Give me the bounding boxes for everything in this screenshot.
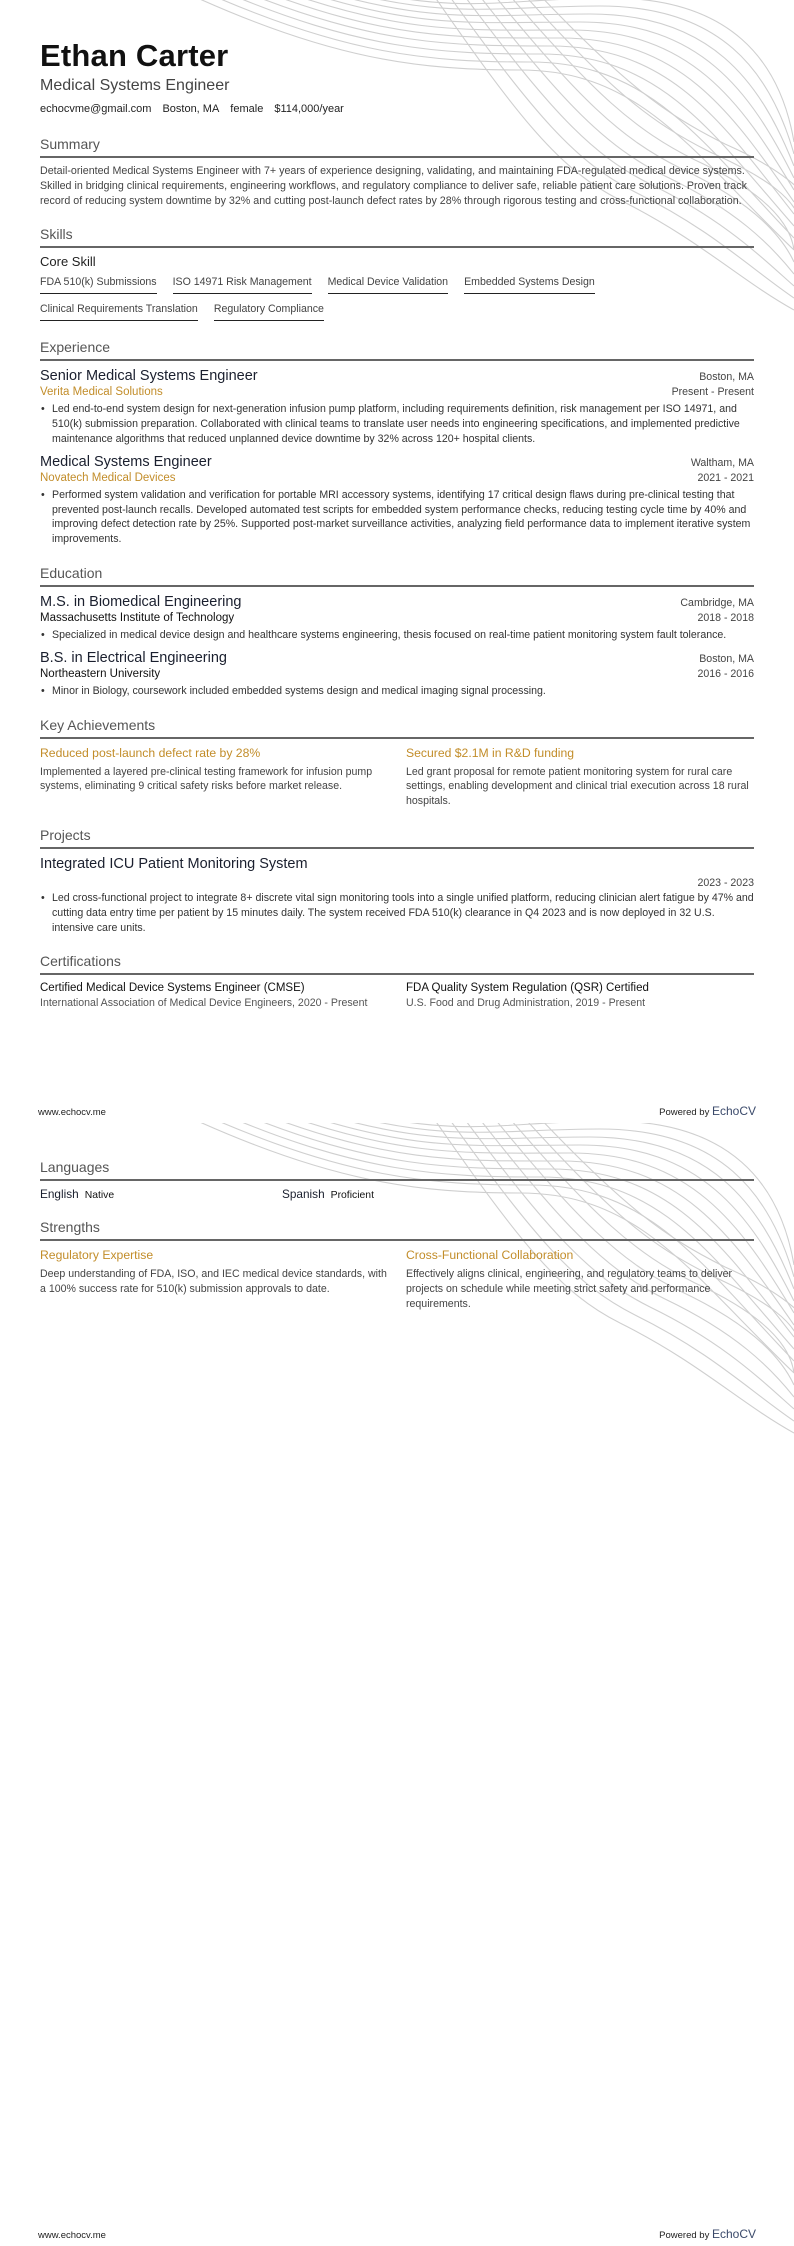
contact-info [40, 102, 754, 116]
skill-tag: Embedded Systems Design [464, 275, 595, 294]
degree-title: M.S. in Biomedical Engineering [40, 593, 242, 610]
skill-tag: ISO 14971 Risk Management [173, 275, 312, 294]
education-dates: 2016 - 2016 [697, 667, 754, 680]
school-location: Cambridge, MA [680, 596, 754, 609]
achievement-item [406, 745, 754, 809]
section-title-strengths: Strengths [40, 1219, 754, 1241]
education-bullets [40, 628, 754, 643]
strength-text: Deep understanding of FDA, ISO, and IEC medical device standards, with a 100% success rate for 510(k) submission approvals to date. [40, 1268, 387, 1295]
section-title-skills: Skills [40, 226, 754, 248]
company-name: Novatech Medical Devices [40, 471, 176, 484]
strengths-section [40, 1219, 754, 1311]
certification-issuer: International Association of Medical Device Engineers, 2020 - Present [40, 997, 368, 1010]
bullet-item: • Minor in Biology, coursework included embedded systems design and medical imaging signal processing. [40, 684, 754, 699]
certification-title: Certified Medical Device Systems Engineer (CMSE) [40, 982, 305, 995]
certification-title: FDA Quality System Regulation (QSR) Certified [406, 982, 649, 995]
skill-tag: Medical Device Validation [328, 275, 449, 294]
strength-item [40, 1247, 388, 1311]
summary-text: Detail-oriented Medical Systems Engineer with 7+ years of experience designing, validating, and maintaining FDA-regulated medical device systems. Skilled in bridging clinical requirements, engineering workflows, and regulatory compliance to deliver safe, reliable patient care solutions. Proven track record of reducing system downtime by 32% and cutting post-launch defect rates by 28% through rigorous testing and cross-functional collaboration. [40, 165, 747, 207]
resume-content-page-1 [40, 38, 754, 1011]
company-name: Verita Medical Solutions [40, 386, 163, 399]
education-dates: 2018 - 2018 [697, 611, 754, 624]
achievements-section [40, 717, 754, 809]
education-entry [40, 593, 754, 643]
school-name: Massachusetts Institute of Technology [40, 611, 235, 624]
page-footer [38, 1104, 756, 1118]
resume-page-2 [0, 1123, 794, 2246]
candidate-name: Ethan Carter [40, 38, 229, 73]
project-title: Integrated ICU Patient Monitoring System [40, 855, 308, 872]
contact-location: Boston, MA [162, 103, 220, 115]
project-bullets [40, 891, 754, 935]
job-title: Medical Systems Engineer [40, 453, 212, 470]
candidate-headline: Medical Systems Engineer [40, 77, 230, 94]
skill-tag: Regulatory Compliance [214, 302, 324, 321]
job-dates: 2021 - 2021 [697, 471, 754, 484]
contact-salary: $114,000/year [274, 103, 344, 115]
bullet-item: • Performed system validation and verification for portable MRI accessory systems, identifying 17 critical design flaws during pre-clinical testing that prevented post-launch recalls. Developed automated test scripts for embedded system performance checks, reducing testing cycle time by 40% and improving defect detection rate by 25%. Supported post-market surveillance activities, analyzing field performance data to implement iterative system improvements. [40, 488, 754, 547]
job-title: Senior Medical Systems Engineer [40, 368, 258, 385]
language-item [40, 1187, 282, 1201]
resume-header [40, 38, 754, 116]
language-item [282, 1187, 524, 1201]
strength-title: Cross-Functional Collaboration [406, 1248, 574, 1262]
bullet-item: • Led end-to-end system design for next-generation infusion pump platform, including requirements definition, risk management per ISO 14971, and 510(k) submission preparation. Collaborated with clinical teams to translate user needs into engineering specifications, and implemented predictive maintenance algorithms that reduced unplanned device downtime by 32% across 120+ hospital clients. [40, 402, 754, 446]
certification-item [406, 981, 754, 1011]
powered-by-label: Powered by [659, 2230, 710, 2241]
skills-section [40, 226, 754, 321]
section-title-projects: Projects [40, 827, 754, 849]
experience-section [40, 339, 754, 547]
project-entry [40, 855, 754, 935]
footer-powered-by [659, 2227, 756, 2241]
section-title-languages: Languages [40, 1159, 754, 1181]
bullet-item: • Specialized in medical device design and healthcare systems engineering, thesis focused on real-time patient monitoring system fault tolerance. [40, 628, 754, 643]
footer-powered-by [659, 1104, 756, 1118]
experience-entry [40, 453, 754, 547]
degree-title: B.S. in Electrical Engineering [40, 649, 227, 666]
summary-section [40, 136, 754, 208]
certifications-section [40, 953, 754, 1011]
language-name: English [40, 1187, 79, 1201]
section-title-experience: Experience [40, 339, 754, 361]
section-title-achievements: Key Achievements [40, 717, 754, 739]
echocv-brand[interactable]: EchoCV [711, 1104, 756, 1118]
echocv-brand[interactable]: EchoCV [711, 2227, 756, 2241]
resume-content-page-2 [40, 1159, 754, 1311]
contact-email[interactable]: echocvme@gmail.com [40, 103, 152, 115]
skill-tag: FDA 510(k) Submissions [40, 275, 157, 294]
achievement-text: Led grant proposal for remote patient monitoring system for rural care settings, enabling development and clinical trial execution across 18 rural hospitals. [406, 765, 749, 808]
strength-title: Regulatory Expertise [40, 1248, 154, 1262]
bullet-item: • Led cross-functional project to integrate 8+ discrete vital sign monitoring tools into a single unified platform, reducing clinician alert fatigue by 47% and cutting data entry time per patient by 15 minutes daily. The system received FDA 510(k) clearance in Q4 2023 and is now deployed in 32 U.S. intensive care units. [40, 891, 754, 935]
footer-website-link[interactable]: www.echocv.me [38, 2230, 106, 2241]
education-entry [40, 649, 754, 699]
section-title-certifications: Certifications [40, 953, 754, 975]
project-dates: 2023 - 2023 [697, 876, 754, 889]
language-level: Proficient [330, 1190, 374, 1201]
school-location: Boston, MA [699, 652, 754, 665]
achievement-title: Secured $2.1M in R&D funding [406, 745, 575, 760]
certification-item [40, 981, 388, 1011]
strength-item [406, 1247, 754, 1311]
contact-gender: female [230, 103, 264, 115]
achievement-title: Reduced post-launch defect rate by 28% [40, 745, 261, 760]
strength-text: Effectively aligns clinical, engineering, and regulatory teams to deliver projects on schedule while meeting strict safety and performance requirements. [406, 1268, 733, 1310]
education-bullets [40, 684, 754, 699]
section-title-education: Education [40, 565, 754, 587]
job-bullets [40, 402, 754, 446]
job-dates: Present - Present [671, 386, 754, 399]
powered-by-label: Powered by [659, 1107, 710, 1118]
achievement-item [40, 745, 388, 809]
section-title-summary: Summary [40, 136, 754, 158]
language-level: Native [84, 1190, 115, 1201]
education-section [40, 565, 754, 699]
languages-section [40, 1159, 754, 1201]
job-bullets [40, 488, 754, 547]
experience-entry [40, 367, 754, 446]
school-name: Northeastern University [40, 667, 161, 680]
job-location: Waltham, MA [690, 456, 754, 469]
footer-website-link[interactable]: www.echocv.me [38, 1107, 106, 1118]
language-name: Spanish [282, 1187, 325, 1201]
page-footer [38, 2227, 756, 2241]
projects-section [40, 827, 754, 935]
achievement-text: Implemented a layered pre-clinical testing framework for infusion pump systems, eliminating 9 critical safety risks before market release. [40, 765, 373, 793]
skill-group-title: Core Skill [40, 254, 96, 270]
certification-issuer: U.S. Food and Drug Administration, 2019 - Present [406, 997, 646, 1010]
skill-list [40, 275, 754, 321]
job-location: Boston, MA [699, 371, 754, 384]
skill-tag: Clinical Requirements Translation [40, 302, 198, 321]
